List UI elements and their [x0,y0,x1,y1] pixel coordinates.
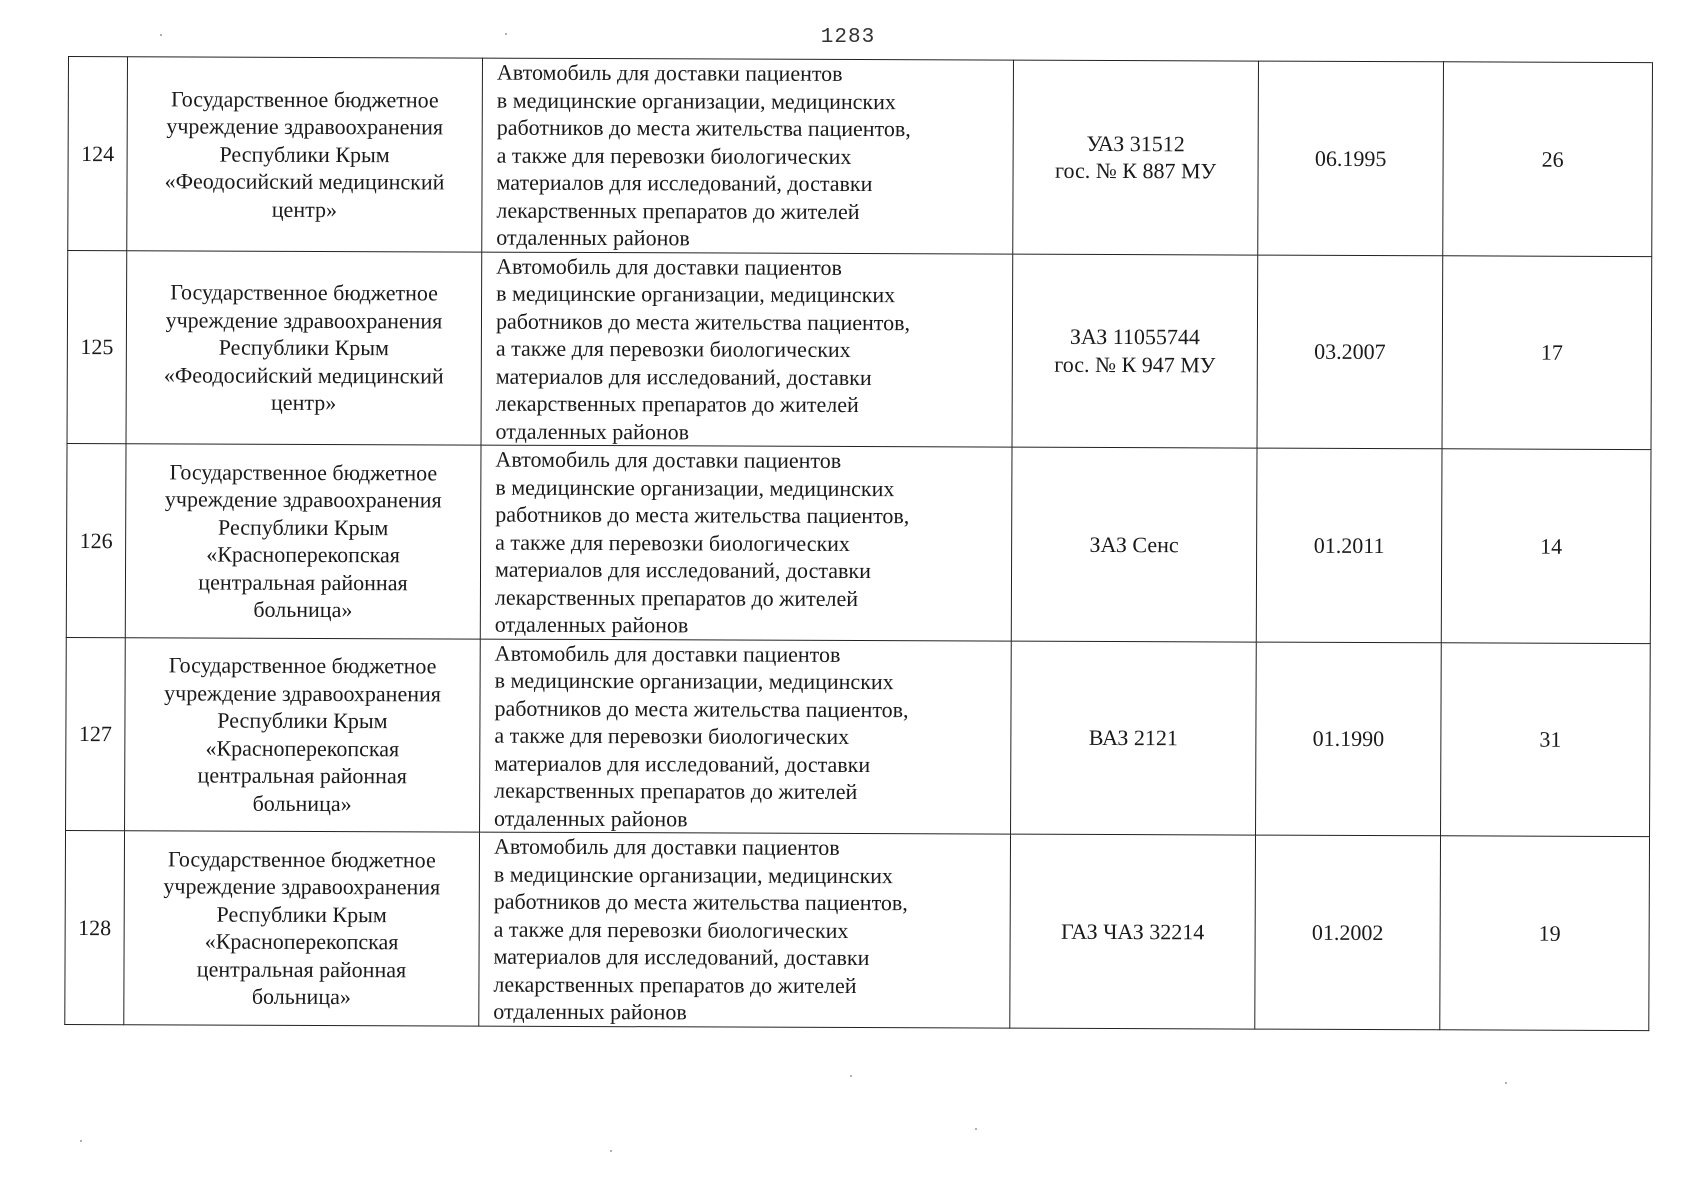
vehicle-age-text: 17 [1540,339,1563,365]
vehicle-model-cell [1012,254,1258,448]
organization-text: Государственное бюджетное учреждение здравоохранения Республики Крым «Красноперекопская центральная районная больница» [164,652,441,816]
vehicle-model-cell [1011,641,1257,835]
table-row [65,830,1650,1030]
vehicle-age-text: 31 [1539,726,1562,752]
purpose-text: Автомобиль для доставки пациентов в медицинские организации, медицинских работников до места жительства пациентов, а также для перевозки биологических материалов для исследований, доставки лекарственных препаратов до жителей отдаленных районов [493,833,908,1025]
organization-text: Государственное бюджетное учреждение здравоохранения Республики Крым «Феодосийский медицинский центр» [164,85,445,222]
vehicle-model-text: ВАЗ 2121 [1088,724,1179,751]
page-number: 1283 [820,26,876,49]
vehicle-age-cell [1441,642,1651,836]
purpose-cell [481,252,1013,448]
release-date-cell: 03.2007 [1257,255,1443,449]
table-row [66,443,1651,643]
row-number: 125 [67,250,127,444]
organization-cell [125,637,481,832]
vehicle-model-text: УАЗ 31512 гос. № К 887 МУ [1054,130,1217,184]
vehicle-model-cell [1011,447,1257,641]
row-number: 128 [65,830,125,1024]
vehicle-age-text: 26 [1541,146,1564,172]
row-number: 126 [66,443,126,637]
scan-speck [505,33,507,35]
purpose-cell [482,58,1014,254]
purpose-cell [480,445,1012,641]
vehicle-age-cell [1440,836,1650,1030]
purpose-text: Автомобиль для доставки пациентов в медицинские организации, медицинских работников до места жительства пациентов, а также для перевозки биологических материалов для исследований, доставки лекарственных препаратов до жителей отдаленных районов [495,253,911,444]
table-row [68,57,1653,257]
vehicle-age-text: 14 [1540,533,1563,559]
vehicle-model-text: ЗАЗ Сенс [1089,531,1179,557]
purpose-text: Автомобиль для доставки пациентов в медицинские организации, медицинских работников до места жительства пациентов, а также для перевозки биологических материалов для исследований, доставки лекарственных препаратов до жителей отдаленных районов [494,640,909,831]
vehicle-model-text: ГАЗ ЧАЗ 32214 [1060,918,1205,944]
organization-cell [125,444,481,639]
scan-speck [80,1140,82,1142]
release-date-cell: 01.2011 [1256,448,1442,642]
organization-text: Государственное бюджетное учреждение здравоохранения Республики Крым «Красноперекопская центральная районная больница» [164,459,442,623]
vehicle-age-cell [1442,255,1652,449]
organization-text: Государственное бюджетное учреждение здравоохранения Республики Крым «Красноперекопская центральная районная больница» [163,846,441,1010]
scan-speck [610,1150,612,1152]
vehicle-age-cell [1443,62,1653,256]
purpose-cell [480,639,1012,835]
organization-cell [124,831,480,1026]
organization-cell [127,57,483,252]
organization-text: Государственное бюджетное учреждение здравоохранения Республики Крым «Феодосийский медицинский центр» [163,279,444,416]
scan-speck [160,34,162,36]
vehicle-age-cell [1441,449,1651,643]
vehicle-model-cell [1010,834,1256,1028]
vehicle-model-cell [1013,60,1259,254]
organization-cell [126,250,482,445]
scan-speck [1505,1082,1507,1084]
release-date-cell: 01.1990 [1256,642,1442,836]
row-number: 127 [66,637,126,831]
purpose-text: Автомобиль для доставки пациентов в медицинские организации, медицинских работников до места жительства пациентов, а также для перевозки биологических материалов для исследований, доставки лекарственных препаратов до жителей отдаленных районов [494,446,910,638]
table-row [66,637,1651,837]
release-date-cell: 06.1995 [1258,61,1444,255]
vehicle-table [64,56,1653,1031]
purpose-text: Автомобиль для доставки пациентов в медицинские организации, медицинских работников до места жительства пациентов, а также для перевозки биологических материалов для исследований, доставки лекарственных препаратов до жителей отдаленных районов [496,59,911,251]
table-row [67,250,1652,450]
vehicle-model-text: ЗАЗ 11055744 гос. № К 947 МУ [1054,324,1216,378]
release-date-cell: 01.2002 [1255,835,1441,1029]
row-number: 124 [68,57,128,251]
vehicle-age-text: 19 [1538,920,1561,946]
scan-speck [975,1128,977,1130]
purpose-cell [479,832,1011,1028]
scan-speck [850,1075,852,1077]
